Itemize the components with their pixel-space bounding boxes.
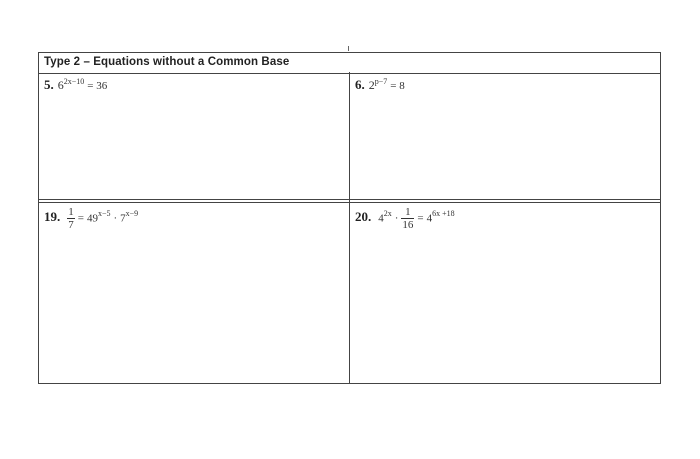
term2-exponent: x−9 xyxy=(125,209,139,219)
row-divider xyxy=(39,199,660,200)
right-hand-side: = 36 xyxy=(87,80,108,92)
rhs-exponent: 6x +18 xyxy=(432,209,455,219)
fraction xyxy=(401,206,414,231)
term1-base: 49 xyxy=(86,212,98,225)
base: 2 xyxy=(368,78,375,92)
problem-number: 20. xyxy=(355,209,372,225)
equals-sign: = xyxy=(77,212,84,225)
problem-6 xyxy=(355,77,405,93)
term2-base: 7 xyxy=(120,212,126,225)
fraction-numerator: 1 xyxy=(401,206,414,219)
rhs-base: 4 xyxy=(426,212,433,225)
base: 6 xyxy=(57,78,64,92)
exponent: p−7 xyxy=(374,77,388,86)
worksheet-table xyxy=(38,50,661,384)
problem-number: 19. xyxy=(44,209,61,225)
fraction-numerator: 1 xyxy=(68,206,74,218)
term1-exponent: x−5 xyxy=(97,209,111,219)
term1-base: 4 xyxy=(378,212,384,225)
exponent: 2x−10 xyxy=(63,77,85,86)
problem-grid xyxy=(38,72,661,384)
term1-exponent: 2x xyxy=(383,209,392,219)
dot-operator: · xyxy=(394,212,399,225)
fraction xyxy=(67,206,75,231)
dot-operator: · xyxy=(113,212,118,225)
fraction-denominator: 16 xyxy=(402,219,414,231)
problem-20 xyxy=(355,206,455,231)
problem-number: 5. xyxy=(44,77,54,92)
column-divider xyxy=(349,72,350,383)
right-hand-side: = 8 xyxy=(390,80,405,92)
equals-sign: = xyxy=(417,212,424,225)
problem-number: 6. xyxy=(355,77,365,92)
problem-5 xyxy=(44,77,107,93)
problem-19 xyxy=(44,206,138,231)
row-divider-double xyxy=(39,202,660,203)
fraction-denominator: 7 xyxy=(68,219,74,231)
section-header xyxy=(38,52,661,74)
section-title: Type 2 – Equations without a Common Base xyxy=(44,56,290,68)
